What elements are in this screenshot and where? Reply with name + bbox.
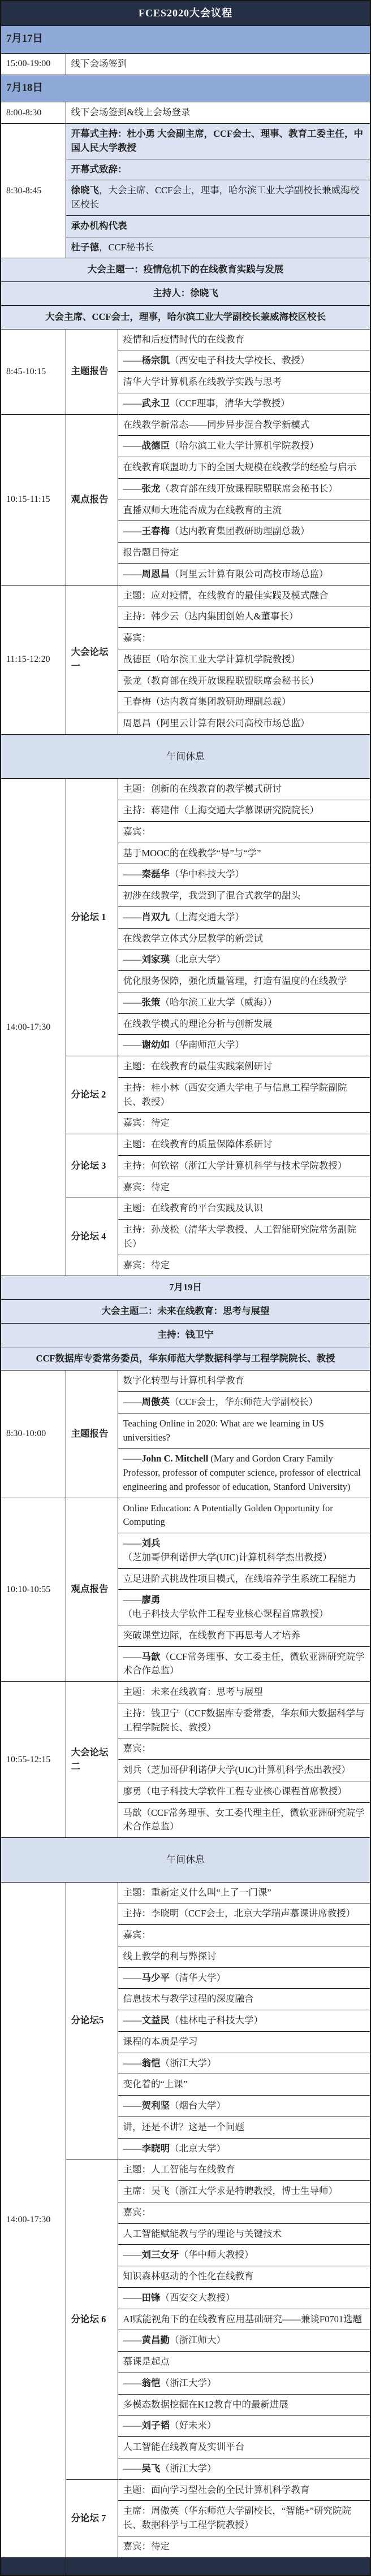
table-row bbox=[1, 1300, 370, 1324]
agenda-item-cell: ——刘三女牙（华中师大教授） bbox=[118, 2245, 370, 2266]
break-cell: 午间休息 bbox=[1, 734, 370, 779]
agenda-item-cell: 王春梅（达内教育集团教研助理副总裁） bbox=[118, 692, 370, 713]
table-row bbox=[1, 75, 370, 102]
agenda-item-cell: ——翁恺（浙江大学） bbox=[118, 2373, 370, 2394]
agenda-item-cell: 刘兵（芝加哥伊利诺伊大学(UIC)计算机科学杰出教授） bbox=[118, 1760, 370, 1781]
agenda-item-cell: 主席：周傲英（华东师范大学副校长，“智能+”研究院院长、数据科学与工程学院教授） bbox=[118, 2501, 370, 2536]
date-cell: 7月18日 bbox=[1, 75, 370, 102]
agenda-item-cell: 在线教学新常态——同步异步混合教学新模式 bbox=[118, 414, 370, 436]
agenda-item-cell: ——刘家瑛（北京大学） bbox=[118, 949, 370, 971]
agenda-item-cell: 信息技术与教学过程的深度融合 bbox=[118, 1989, 370, 2010]
table-row bbox=[1, 1498, 370, 1533]
agenda-item-cell: 主持：孙茂松（清华大学教授、人工智能研究院常务副院长） bbox=[118, 1220, 370, 1255]
table-row bbox=[1, 305, 370, 329]
footer-cell bbox=[1, 2557, 66, 2575]
agenda-item-cell: 嘉宾： bbox=[118, 628, 370, 649]
agenda-item-cell: 杜子德，CCF秘书长 bbox=[66, 237, 370, 258]
agenda-item-cell: 立足进阶式挑战性项目模式，在线培养学生系统工程能力 bbox=[118, 1568, 370, 1590]
session-banner-cell: 主持：钱卫宁 bbox=[1, 1323, 370, 1347]
table-row bbox=[1, 329, 370, 350]
agenda-item-cell: ——周傲英（CCF会士，华东师范大学副校长） bbox=[118, 1392, 370, 1413]
agenda-item-cell: Teaching Online in 2020: What are we learning in US universities? bbox=[118, 1413, 370, 1449]
session-type-cell: 分论坛 4 bbox=[66, 1198, 118, 1276]
table-row bbox=[1, 1371, 370, 1392]
time-cell: 10:55-12:15 bbox=[1, 1682, 66, 1838]
session-type-cell: 分论坛 1 bbox=[66, 779, 118, 1056]
agenda-item-cell: 主持：韩少云（达内集团创始人&董事长） bbox=[118, 606, 370, 628]
agenda-item-cell: ——杨宗凯（西安电子科技大学校长、教授） bbox=[118, 350, 370, 372]
time-cell: 11:15-12:20 bbox=[1, 585, 66, 734]
agenda-item-cell: ——马少平（清华大学） bbox=[118, 1967, 370, 1989]
agenda-item-cell: 突破课堂边际，在线教育下再思考人才培养 bbox=[118, 1625, 370, 1646]
agenda-item-cell: 疫情和后疫情时代的在线教育 bbox=[118, 329, 370, 350]
table-row bbox=[1, 585, 370, 606]
agenda-item-cell: 主题：面向学习型社会的全民计算机科学教育 bbox=[118, 2479, 370, 2501]
agenda-item-cell: ——黄昌勤（浙江师大） bbox=[118, 2330, 370, 2352]
agenda-item-cell: 嘉宾： bbox=[118, 821, 370, 843]
agenda-item-cell: 讲，还是不讲？这是一个问题 bbox=[118, 2117, 370, 2138]
agenda-table-body bbox=[1, 1, 370, 2575]
session-type-cell: 观点报告 bbox=[66, 1498, 118, 1682]
agenda-item-cell: ——田锋（西安交大教授） bbox=[118, 2287, 370, 2309]
agenda-item-cell: 慕课是起点 bbox=[118, 2352, 370, 2373]
agenda-item-cell: 嘉宾： bbox=[118, 2202, 370, 2223]
session-banner-cell: 大会主题二：未来在线教育：思考与展望 bbox=[1, 1300, 370, 1324]
agenda-item-cell: 报告题目待定 bbox=[118, 543, 370, 564]
agenda-item-cell: 多模态数据挖掘在K12教育中的最新进展 bbox=[118, 2394, 370, 2415]
agenda-item-cell: ——张策（哈尔滨工业大学（威海）） bbox=[118, 992, 370, 1013]
session-type-cell: 大会论坛二 bbox=[66, 1682, 118, 1838]
time-cell: 10:15-11:15 bbox=[1, 414, 66, 585]
agenda-item-cell: 变化着的“上课” bbox=[118, 2074, 370, 2096]
table-row bbox=[1, 26, 370, 54]
agenda-item-cell: 承办机构代表 bbox=[66, 215, 370, 237]
time-cell: 8:45-10:15 bbox=[1, 329, 66, 414]
table-row bbox=[1, 1838, 370, 1883]
session-type-cell: 大会论坛一 bbox=[66, 585, 118, 734]
agenda-item-cell: 嘉宾：待定 bbox=[118, 1255, 370, 1276]
session-type-cell: 分论坛 2 bbox=[66, 1056, 118, 1134]
agenda-item-cell: 主题：在线教育的平台实践及认识 bbox=[118, 1198, 370, 1220]
agenda-item-cell: 主持：钱卫宁（CCF数据库专委常委，华东师大数据科学与工程学院院长、教授） bbox=[118, 1703, 370, 1738]
agenda-item-cell: 徐晓飞，大会主席、CCF会士，理事，哈尔滨工业大学副校长兼威海校区校长 bbox=[66, 180, 370, 216]
agenda-item-cell: ——贺利坚（烟台大学） bbox=[118, 2096, 370, 2117]
agenda-item-cell: 清华大学计算机系在线教学实践与思考 bbox=[118, 372, 370, 393]
agenda-item-cell: 周恩昌（阿里云计算有限公司高校市场总监） bbox=[118, 713, 370, 735]
table-row bbox=[1, 2557, 370, 2575]
agenda-item-cell: 在线教育联盟助力下的全国大规模在线教学的经验与启示 bbox=[118, 457, 370, 479]
agenda-item-cell: ——张龙（教育部在线开放课程联盟联席会秘书长） bbox=[118, 478, 370, 500]
agenda-item-cell: 主题：在线教育的最佳实践案例研讨 bbox=[118, 1056, 370, 1078]
agenda-item-cell: ——武永卫（CCF理事，清华大学教授） bbox=[118, 393, 370, 414]
session-type-cell: 主题报告 bbox=[66, 1371, 118, 1498]
agenda-item-cell: 开幕式致辞： bbox=[66, 159, 370, 180]
agenda-item-cell: 主题：人工智能与在线教育 bbox=[118, 2159, 370, 2181]
table-row bbox=[1, 1682, 370, 1703]
agenda-item-cell: 嘉宾：待定 bbox=[118, 1113, 370, 1134]
agenda-item-cell: ——John C. Mitchell (Mary and Gordon Crary Family Professor, professor of computer science, professor of electrical engineering and professor of education, Stanford University) bbox=[118, 1449, 370, 1498]
agenda-item-cell: Online Education: A Potentially Golden Opportunity for Computing bbox=[118, 1498, 370, 1533]
agenda-item-cell: ——谢幼如（华南师范大学） bbox=[118, 1035, 370, 1056]
agenda-item-cell: 优化服务保障，强化质量管理，打造有温度的在线教学 bbox=[118, 971, 370, 992]
agenda-item-cell: ——吴飞（浙江大学） bbox=[118, 2458, 370, 2479]
agenda-item-cell: 主题：未来在线教育：思考与展望 bbox=[118, 1682, 370, 1703]
agenda-item-cell: 嘉宾：待定 bbox=[118, 1177, 370, 1198]
session-banner-cell: 大会主题一：疫情危机下的在线教育实践与发展 bbox=[1, 258, 370, 282]
agenda-item-cell: 主持：桂小林（西安交通大学电子与信息工程学院副院长、教授） bbox=[118, 1077, 370, 1113]
agenda-item-cell: ——文益民（桂林电子科技大学） bbox=[118, 2010, 370, 2032]
agenda-item-cell: 在线教学立体式分层教学的新尝试 bbox=[118, 928, 370, 949]
agenda-item-cell: 嘉宾： bbox=[118, 1925, 370, 1946]
session-type-cell: 分论坛 7 bbox=[66, 2479, 118, 2557]
agenda-item-cell: ——周恩昌（阿里云计算有限公司高校市场总监） bbox=[118, 563, 370, 585]
table-row bbox=[1, 282, 370, 306]
break-cell: 午间休息 bbox=[1, 1838, 370, 1883]
agenda-item-cell: AI赋能视角下的在线教育应用基础研究——兼谈F0701选题 bbox=[118, 2309, 370, 2330]
agenda-item-cell: 战德臣（哈尔滨工业大学计算机学院教授） bbox=[118, 649, 370, 670]
table-row bbox=[1, 1323, 370, 1347]
time-cell: 8:30-10:00 bbox=[1, 1371, 66, 1498]
agenda-item-cell: 基于MOOC的在线教学“导”与“学” bbox=[118, 843, 370, 864]
date-cell: 7月17日 bbox=[1, 26, 370, 54]
time-cell: 8:30-8:45 bbox=[1, 124, 66, 258]
time-cell: 14:00-17:30 bbox=[1, 1882, 66, 2557]
agenda-item-cell: ——秦磊华（华中科技大学） bbox=[118, 864, 370, 886]
agenda-item-cell: ——刘子韬（好未来） bbox=[118, 2415, 370, 2437]
table-row bbox=[1, 414, 370, 436]
agenda-item-cell: 主持：何钦铭（浙江大学计算机科学与技术学院教授） bbox=[118, 1155, 370, 1177]
agenda-item-cell: 嘉宾： bbox=[118, 1738, 370, 1760]
agenda-item-cell: 廖勇（电子科技大学软件工程专业核心课程首席教授） bbox=[118, 1781, 370, 1802]
conference-title: FCES2020大会议程 bbox=[1, 1, 370, 26]
agenda-item-cell: 线上教学的利与弊探讨 bbox=[118, 1946, 370, 1967]
table-row bbox=[1, 1276, 370, 1300]
agenda-item-cell: ——战德臣（哈尔滨工业大学计算机学院教授） bbox=[118, 436, 370, 457]
agenda-item-cell: 课程的本质是学习 bbox=[118, 2031, 370, 2053]
agenda-item-cell: ——翁恺（浙江大学） bbox=[118, 2053, 370, 2074]
session-banner-cell: 主持人：徐晓飞 bbox=[1, 282, 370, 306]
agenda-item-cell: 马歆（CCF常务理事、女工委代理主任，微软亚洲研究院学术合作总监） bbox=[118, 1802, 370, 1838]
session-banner-cell: 7月19日 bbox=[1, 1276, 370, 1300]
agenda-item-cell: ——肖双九（上海交通大学） bbox=[118, 907, 370, 928]
agenda-item-cell: 知识森林驱动的个性化在线教育 bbox=[118, 2266, 370, 2288]
time-cell: 10:10-10:55 bbox=[1, 1498, 66, 1682]
session-type-cell: 分论坛 3 bbox=[66, 1134, 118, 1198]
session-type-cell: 分论坛 6 bbox=[66, 2159, 118, 2479]
agenda-item-cell: ——王春梅（达内教育集团教研助理副总裁） bbox=[118, 521, 370, 543]
agenda-item-cell: 主题：应对疫情，在线教育的最佳实践及模式融合 bbox=[118, 585, 370, 606]
session-type-cell: 主题报告 bbox=[66, 329, 118, 414]
table-row bbox=[1, 1347, 370, 1371]
session-banner-cell: CCF数据库专委常务委员，华东师范大学数据科学与工程学院院长、教授 bbox=[1, 1347, 370, 1371]
agenda-item-cell: 开幕式主持：杜小勇 大会副主席，CCF会士、理事、教育工委主任，中国人民大学教授 bbox=[66, 124, 370, 159]
agenda-item-cell: 主题：创新的在线教育的教学模式研讨 bbox=[118, 779, 370, 800]
agenda-item-cell: ——廖勇（电子科技大学软件工程专业核心课程首席教授） bbox=[118, 1590, 370, 1625]
table-row bbox=[1, 53, 370, 75]
session-type-cell: 分论坛5 bbox=[66, 1882, 118, 2159]
agenda-item-cell: ——刘兵（芝加哥伊利诺伊大学(UIC)计算机科学杰出教授） bbox=[118, 1533, 370, 1569]
agenda-item-cell: 直播双师大班能否成为在线教育的主流 bbox=[118, 500, 370, 521]
agenda-item-cell: 线下会场签到 bbox=[66, 53, 370, 75]
table-row bbox=[1, 1, 370, 26]
time-cell: 14:00-17:30 bbox=[1, 779, 66, 1276]
table-row bbox=[1, 258, 370, 282]
table-row bbox=[1, 124, 370, 159]
agenda-item-cell: 主持：蒋建伟（上海交通大学慕课研究院院长） bbox=[118, 800, 370, 822]
table-row bbox=[1, 734, 370, 779]
agenda-item-cell: 主题：重新定义什么叫“上了一门课” bbox=[118, 1882, 370, 1903]
agenda-item-cell: 张龙（教育部在线开放课程联盟联席会秘书长） bbox=[118, 670, 370, 692]
agenda-item-cell: 人工智能赋能教与学的理论与关键技术 bbox=[118, 2223, 370, 2245]
agenda-item-cell: 初涉在线教学，我尝到了混合式教学的甜头 bbox=[118, 886, 370, 907]
session-banner-cell: 大会主席、CCF会士，理事，哈尔滨工业大学副校长兼威海校区校长 bbox=[1, 305, 370, 329]
agenda-item-cell: 主题：在线教育的质量保障体系研讨 bbox=[118, 1134, 370, 1156]
agenda-item-cell: 线下会场签到&线上会场登录 bbox=[66, 102, 370, 124]
agenda-item-cell: 人工智能在线教育及实训平台 bbox=[118, 2437, 370, 2458]
table-row bbox=[1, 1882, 370, 1903]
footer-cell bbox=[66, 2557, 370, 2575]
agenda-item-cell: ——马歆（CCF常务理事、女工委主任，微软亚洲研究院学术合作总监） bbox=[118, 1646, 370, 1682]
agenda-item-cell: 主持：李晓明（CCF会士，北京大学瑞声慕课讲席教授） bbox=[118, 1903, 370, 1925]
time-cell: 15:00-19:00 bbox=[1, 53, 66, 75]
table-row bbox=[1, 779, 370, 800]
agenda-item-cell: 在线教学模式的理论分析与创新发展 bbox=[118, 1013, 370, 1035]
agenda-item-cell: 嘉宾：待定 bbox=[118, 2536, 370, 2557]
agenda-item-cell: ——李晓明（北京大学） bbox=[118, 2138, 370, 2159]
time-cell: 8:00-8:30 bbox=[1, 102, 66, 124]
table-row bbox=[1, 102, 370, 124]
agenda-item-cell: 主席：吴飞（浙江大学求是特聘教授，博士生导师） bbox=[118, 2181, 370, 2202]
agenda-item-cell: 数字化转型与计算机科学教育 bbox=[118, 1371, 370, 1392]
session-type-cell: 观点报告 bbox=[66, 414, 118, 585]
